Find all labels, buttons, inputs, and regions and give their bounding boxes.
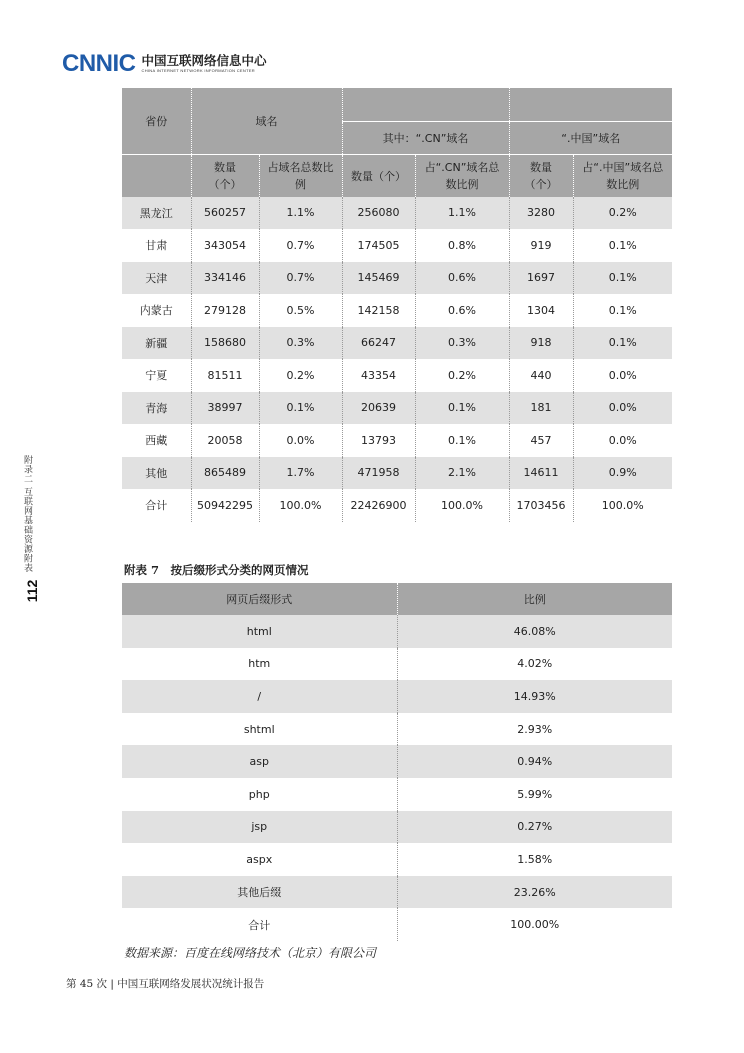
value-cell: 158680 [191,327,259,360]
ratio-cell: 23.26% [397,876,672,909]
table-row [122,778,672,811]
value-cell: 334146 [191,262,259,295]
suffix-cell: shtml [122,713,397,746]
ratio-cell: 5.99% [397,778,672,811]
ratio-cell: 0.94% [397,745,672,778]
province-cell: 青海 [122,392,191,425]
table-row [122,489,672,522]
suffix-cell: 其他后缀 [122,876,397,909]
suffix-cell: htm [122,648,397,681]
value-cell: 0.6% [415,262,509,295]
ratio-cell: 2.93% [397,713,672,746]
value-cell: 13793 [342,424,415,457]
value-cell: 174505 [342,229,415,262]
value-cell: 43354 [342,359,415,392]
value-cell: 22426900 [342,489,415,522]
province-cell: 内蒙古 [122,294,191,327]
header-cn-share: 占“.CN”域名总数比例 [415,155,509,197]
value-cell: 181 [509,392,573,425]
value-cell: 440 [509,359,573,392]
table-row [122,197,672,230]
value-cell: 81511 [191,359,259,392]
value-cell: 560257 [191,197,259,230]
ratio-cell: 46.08% [397,615,672,648]
header-suffix: 网页后缀形式 [122,583,397,615]
value-cell: 1.1% [259,197,342,230]
logo-mark: CNNIC [62,50,136,77]
header-count: 数量（个） [191,155,259,197]
value-cell: 100.0% [573,489,672,522]
table-row [122,359,672,392]
suffix-cell: aspx [122,843,397,876]
header-zg-share: 占“.中国”域名总数比例 [573,155,672,197]
side-page-number: 112 [24,579,40,603]
value-cell: 0.1% [573,294,672,327]
province-cell: 合计 [122,489,191,522]
value-cell: 0.1% [573,229,672,262]
value-cell: 1.7% [259,457,342,490]
value-cell: 3280 [509,197,573,230]
ratio-cell: 1.58% [397,843,672,876]
province-cell: 天津 [122,262,191,295]
value-cell: 0.6% [415,294,509,327]
value-cell: 0.7% [259,229,342,262]
suffix-cell: / [122,680,397,713]
value-cell: 20639 [342,392,415,425]
value-cell: 1.1% [415,197,509,230]
value-cell: 0.2% [259,359,342,392]
value-cell: 0.5% [259,294,342,327]
table-row [122,680,672,713]
value-cell: 1697 [509,262,573,295]
value-cell: 20058 [191,424,259,457]
header-ratio: 比例 [397,583,672,615]
data-source-note: 数据来源：百度在线网络技术（北京）有限公司 [124,946,377,960]
province-cell: 甘肃 [122,229,191,262]
value-cell: 50942295 [191,489,259,522]
side-chapter-text: 附录二 互联网基础资源附表 [22,455,32,573]
value-cell: 919 [509,229,573,262]
header-blank-1 [342,88,509,121]
ratio-cell: 0.27% [397,811,672,844]
ratio-cell: 100.00% [397,908,672,941]
province-domain-table [122,88,672,522]
value-cell: 0.1% [573,327,672,360]
suffix-cell: html [122,615,397,648]
value-cell: 100.0% [415,489,509,522]
value-cell: 0.3% [415,327,509,360]
suffix-table [122,583,672,941]
table-row [122,615,672,648]
province-cell: 西藏 [122,424,191,457]
province-cell: 其他 [122,457,191,490]
province-cell: 新疆 [122,327,191,360]
table-row [122,392,672,425]
header-province: 省份 [122,88,191,155]
suffix-cell: 合计 [122,908,397,941]
table-row [122,457,672,490]
value-cell: 457 [509,424,573,457]
value-cell: 0.7% [259,262,342,295]
value-cell: 0.1% [573,262,672,295]
table-row [122,745,672,778]
table-row [122,713,672,746]
logo-english-name: CHINA INTERNET NETWORK INFORMATION CENTER [141,68,255,73]
table-row [122,843,672,876]
table-row [122,262,672,295]
value-cell: 0.2% [415,359,509,392]
value-cell: 142158 [342,294,415,327]
logo-chinese-name: 中国互联网络信息中心 [141,53,267,68]
value-cell: 0.0% [259,424,342,457]
table-row [122,876,672,909]
value-cell: 145469 [342,262,415,295]
value-cell: 66247 [342,327,415,360]
value-cell: 1304 [509,294,573,327]
table-row [122,648,672,681]
logo-text [142,54,267,74]
ratio-cell: 4.02% [397,648,672,681]
value-cell: 2.1% [415,457,509,490]
suffix-cell: php [122,778,397,811]
value-cell: 14611 [509,457,573,490]
side-label [18,455,40,615]
value-cell: 0.2% [573,197,672,230]
value-cell: 279128 [191,294,259,327]
value-cell: 100.0% [259,489,342,522]
value-cell: 0.1% [259,392,342,425]
ratio-cell: 14.93% [397,680,672,713]
value-cell: 256080 [342,197,415,230]
value-cell: 0.0% [573,424,672,457]
table-row [122,908,672,941]
value-cell: 471958 [342,457,415,490]
value-cell: 0.1% [415,424,509,457]
cnnic-logo [62,50,267,78]
value-cell: 38997 [191,392,259,425]
header-cn-count: 数量（个） [342,155,415,197]
value-cell: 0.1% [415,392,509,425]
header-blank-2 [509,88,672,121]
province-cell: 宁夏 [122,359,191,392]
header-domain: 域名 [191,88,342,155]
header-share-total: 占域名总数比例 [259,155,342,197]
header-zhongguo-domain: “.中国”域名 [509,121,672,155]
suffix-cell: jsp [122,811,397,844]
table-row [122,424,672,457]
value-cell: 0.3% [259,327,342,360]
table-row [122,327,672,360]
suffix-cell: asp [122,745,397,778]
table2-title: 附表 7 按后缀形式分类的网页情况 [124,563,309,577]
province-cell: 黑龙江 [122,197,191,230]
value-cell: 0.8% [415,229,509,262]
table-row [122,811,672,844]
value-cell: 865489 [191,457,259,490]
value-cell: 1703456 [509,489,573,522]
header-province-blank [122,155,191,197]
value-cell: 0.9% [573,457,672,490]
value-cell: 0.0% [573,392,672,425]
header-cn-domain: 其中：“.CN”域名 [342,121,509,155]
value-cell: 918 [509,327,573,360]
table-row [122,229,672,262]
table-row [122,294,672,327]
value-cell: 0.0% [573,359,672,392]
header-zg-count: 数量（个） [509,155,573,197]
value-cell: 343054 [191,229,259,262]
page-footer: 第 45 次 | 中国互联网络发展状况统计报告 [66,978,265,990]
